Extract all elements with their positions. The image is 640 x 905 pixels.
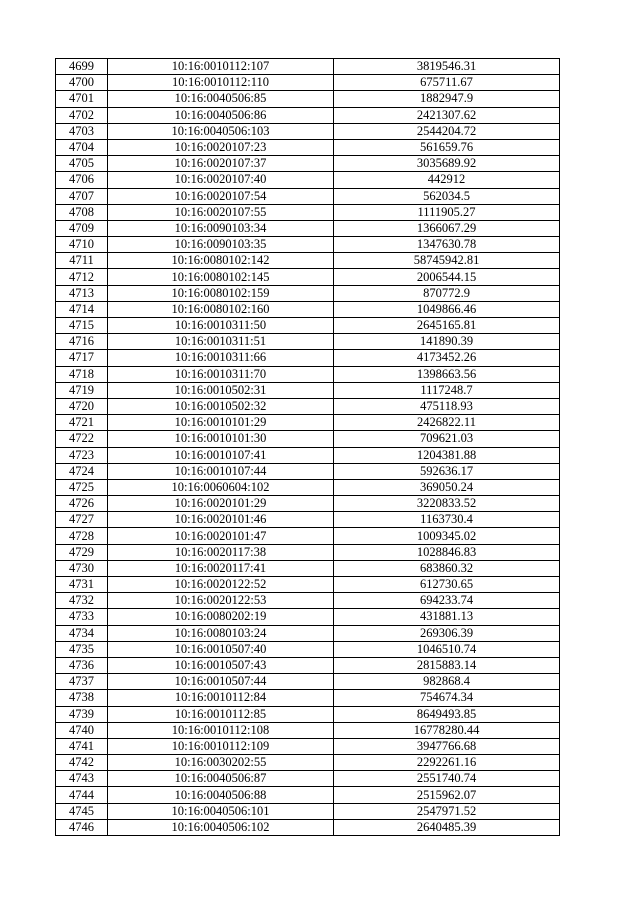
row-number-cell: 4731: [56, 577, 108, 593]
row-number-cell: 4723: [56, 447, 108, 463]
cadastral-number-cell: 10:16:0040506:101: [108, 803, 334, 819]
table-row: [56, 593, 560, 609]
table-row: [56, 220, 560, 236]
table-row: [56, 59, 560, 75]
cadastral-number-cell: 10:16:0040506:102: [108, 819, 334, 835]
value-cell: 1049866.46: [334, 301, 560, 317]
value-cell: 592636.17: [334, 463, 560, 479]
row-number-cell: 4703: [56, 123, 108, 139]
value-cell: 3220833.52: [334, 496, 560, 512]
value-cell: 612730.65: [334, 577, 560, 593]
table-row: [56, 334, 560, 350]
cadastral-number-cell: 10:16:0080102:142: [108, 253, 334, 269]
table-row: [56, 285, 560, 301]
value-cell: 2515962.07: [334, 787, 560, 803]
value-cell: 2645165.81: [334, 318, 560, 334]
value-cell: 694233.74: [334, 593, 560, 609]
table-row: [56, 657, 560, 673]
row-number-cell: 4734: [56, 625, 108, 641]
table-body: [56, 59, 560, 836]
row-number-cell: 4732: [56, 593, 108, 609]
table-row: [56, 139, 560, 155]
value-cell: 141890.39: [334, 334, 560, 350]
cadastral-number-cell: 10:16:0040506:88: [108, 787, 334, 803]
table-row: [56, 560, 560, 576]
value-cell: 1347630.78: [334, 237, 560, 253]
cadastral-number-cell: 10:16:0010507:40: [108, 641, 334, 657]
table-row: [56, 690, 560, 706]
table-row: [56, 544, 560, 560]
row-number-cell: 4741: [56, 738, 108, 754]
table-row: [56, 577, 560, 593]
row-number-cell: 4724: [56, 463, 108, 479]
cadastral-number-cell: 10:16:0010107:41: [108, 447, 334, 463]
row-number-cell: 4715: [56, 318, 108, 334]
table-row: [56, 512, 560, 528]
value-cell: 1398663.56: [334, 366, 560, 382]
cadastral-number-cell: 10:16:0010311:70: [108, 366, 334, 382]
value-cell: 870772.9: [334, 285, 560, 301]
cadastral-number-cell: 10:16:0040506:86: [108, 107, 334, 123]
row-number-cell: 4700: [56, 75, 108, 91]
value-cell: 431881.13: [334, 609, 560, 625]
cadastral-number-cell: 10:16:0020107:23: [108, 139, 334, 155]
cadastral-number-cell: 10:16:0020107:40: [108, 172, 334, 188]
cadastral-number-cell: 10:16:0060604:102: [108, 479, 334, 495]
value-cell: 2421307.62: [334, 107, 560, 123]
row-number-cell: 4742: [56, 755, 108, 771]
cadastral-number-cell: 10:16:0080102:159: [108, 285, 334, 301]
value-cell: 8649493.85: [334, 706, 560, 722]
row-number-cell: 4739: [56, 706, 108, 722]
row-number-cell: 4712: [56, 269, 108, 285]
row-number-cell: 4722: [56, 431, 108, 447]
table-row: [56, 188, 560, 204]
value-cell: 561659.76: [334, 139, 560, 155]
cadastral-number-cell: 10:16:0040506:87: [108, 771, 334, 787]
cadastral-number-cell: 10:16:0020117:41: [108, 560, 334, 576]
row-number-cell: 4743: [56, 771, 108, 787]
row-number-cell: 4708: [56, 204, 108, 220]
value-cell: 1111905.27: [334, 204, 560, 220]
cadastral-number-cell: 10:16:0010101:29: [108, 415, 334, 431]
cadastral-number-cell: 10:16:0020107:55: [108, 204, 334, 220]
table-row: [56, 431, 560, 447]
table-row: [56, 318, 560, 334]
row-number-cell: 4719: [56, 382, 108, 398]
table-row: [56, 625, 560, 641]
row-number-cell: 4718: [56, 366, 108, 382]
row-number-cell: 4707: [56, 188, 108, 204]
cadastral-number-cell: 10:16:0040506:103: [108, 123, 334, 139]
value-cell: 2426822.11: [334, 415, 560, 431]
row-number-cell: 4740: [56, 722, 108, 738]
row-number-cell: 4710: [56, 237, 108, 253]
row-number-cell: 4717: [56, 350, 108, 366]
value-cell: 442912: [334, 172, 560, 188]
table-row: [56, 463, 560, 479]
cadastral-number-cell: 10:16:0020101:47: [108, 528, 334, 544]
value-cell: 683860.32: [334, 560, 560, 576]
row-number-cell: 4702: [56, 107, 108, 123]
row-number-cell: 4728: [56, 528, 108, 544]
value-cell: 1009345.02: [334, 528, 560, 544]
row-number-cell: 4730: [56, 560, 108, 576]
value-cell: 16778280.44: [334, 722, 560, 738]
row-number-cell: 4704: [56, 139, 108, 155]
cadastral-number-cell: 10:16:0020122:52: [108, 577, 334, 593]
cadastral-number-cell: 10:16:0010112:84: [108, 690, 334, 706]
row-number-cell: 4721: [56, 415, 108, 431]
value-cell: 2547971.52: [334, 803, 560, 819]
table-row: [56, 366, 560, 382]
cadastral-number-cell: 10:16:0010311:51: [108, 334, 334, 350]
value-cell: 1366067.29: [334, 220, 560, 236]
table-row: [56, 91, 560, 107]
cadastral-number-cell: 10:16:0010112:109: [108, 738, 334, 754]
value-cell: 2640485.39: [334, 819, 560, 835]
table-row: [56, 415, 560, 431]
cadastral-number-cell: 10:16:0020101:29: [108, 496, 334, 512]
table-row: [56, 350, 560, 366]
row-number-cell: 4746: [56, 819, 108, 835]
value-cell: 675711.67: [334, 75, 560, 91]
row-number-cell: 4726: [56, 496, 108, 512]
cadastral-value-table: [55, 58, 560, 836]
table-row: [56, 447, 560, 463]
cadastral-number-cell: 10:16:0080202:19: [108, 609, 334, 625]
cadastral-number-cell: 10:16:0010112:108: [108, 722, 334, 738]
row-number-cell: 4709: [56, 220, 108, 236]
value-cell: 2292261.16: [334, 755, 560, 771]
table-row: [56, 722, 560, 738]
cadastral-number-cell: 10:16:0010112:107: [108, 59, 334, 75]
table-row: [56, 382, 560, 398]
row-number-cell: 4737: [56, 674, 108, 690]
cadastral-number-cell: 10:16:0080103:24: [108, 625, 334, 641]
cadastral-number-cell: 10:16:0020107:37: [108, 156, 334, 172]
row-number-cell: 4705: [56, 156, 108, 172]
row-number-cell: 4720: [56, 398, 108, 414]
value-cell: 1204381.88: [334, 447, 560, 463]
cadastral-number-cell: 10:16:0020107:54: [108, 188, 334, 204]
row-number-cell: 4745: [56, 803, 108, 819]
cadastral-number-cell: 10:16:0010112:110: [108, 75, 334, 91]
row-number-cell: 4714: [56, 301, 108, 317]
cadastral-number-cell: 10:16:0010112:85: [108, 706, 334, 722]
table-row: [56, 237, 560, 253]
table-row: [56, 755, 560, 771]
cadastral-number-cell: 10:16:0010101:30: [108, 431, 334, 447]
table-row: [56, 528, 560, 544]
row-number-cell: 4729: [56, 544, 108, 560]
table-row: [56, 75, 560, 91]
cadastral-number-cell: 10:16:0010507:44: [108, 674, 334, 690]
row-number-cell: 4716: [56, 334, 108, 350]
cadastral-number-cell: 10:16:0010502:32: [108, 398, 334, 414]
table-row: [56, 204, 560, 220]
value-cell: 3947766.68: [334, 738, 560, 754]
table-row: [56, 398, 560, 414]
value-cell: 2006544.15: [334, 269, 560, 285]
table-row: [56, 641, 560, 657]
table-row: [56, 771, 560, 787]
table-row: [56, 803, 560, 819]
cadastral-number-cell: 10:16:0020101:46: [108, 512, 334, 528]
value-cell: 982868.4: [334, 674, 560, 690]
value-cell: 1882947.9: [334, 91, 560, 107]
table-row: [56, 479, 560, 495]
row-number-cell: 4738: [56, 690, 108, 706]
cadastral-number-cell: 10:16:0010507:43: [108, 657, 334, 673]
row-number-cell: 4736: [56, 657, 108, 673]
value-cell: 709621.03: [334, 431, 560, 447]
row-number-cell: 4713: [56, 285, 108, 301]
table-row: [56, 301, 560, 317]
value-cell: 3819546.31: [334, 59, 560, 75]
table-row: [56, 156, 560, 172]
value-cell: 269306.39: [334, 625, 560, 641]
cadastral-number-cell: 10:16:0010502:31: [108, 382, 334, 398]
table-row: [56, 609, 560, 625]
row-number-cell: 4701: [56, 91, 108, 107]
table-row: [56, 107, 560, 123]
row-number-cell: 4711: [56, 253, 108, 269]
cadastral-number-cell: 10:16:0020122:53: [108, 593, 334, 609]
value-cell: 4173452.26: [334, 350, 560, 366]
cadastral-number-cell: 10:16:0040506:85: [108, 91, 334, 107]
value-cell: 2544204.72: [334, 123, 560, 139]
table-row: [56, 172, 560, 188]
cadastral-number-cell: 10:16:0030202:55: [108, 755, 334, 771]
cadastral-number-cell: 10:16:0080102:145: [108, 269, 334, 285]
value-cell: 1163730.4: [334, 512, 560, 528]
value-cell: 1046510.74: [334, 641, 560, 657]
value-cell: 754674.34: [334, 690, 560, 706]
table-row: [56, 269, 560, 285]
value-cell: 1028846.83: [334, 544, 560, 560]
value-cell: 475118.93: [334, 398, 560, 414]
table-row: [56, 674, 560, 690]
value-cell: 58745942.81: [334, 253, 560, 269]
cadastral-number-cell: 10:16:0020117:38: [108, 544, 334, 560]
value-cell: 2551740.74: [334, 771, 560, 787]
row-number-cell: 4699: [56, 59, 108, 75]
value-cell: 1117248.7: [334, 382, 560, 398]
value-cell: 369050.24: [334, 479, 560, 495]
row-number-cell: 4744: [56, 787, 108, 803]
cadastral-number-cell: 10:16:0080102:160: [108, 301, 334, 317]
row-number-cell: 4735: [56, 641, 108, 657]
cadastral-number-cell: 10:16:0010311:50: [108, 318, 334, 334]
table-row: [56, 819, 560, 835]
table-row: [56, 787, 560, 803]
row-number-cell: 4727: [56, 512, 108, 528]
row-number-cell: 4733: [56, 609, 108, 625]
value-cell: 562034.5: [334, 188, 560, 204]
table-row: [56, 496, 560, 512]
table-row: [56, 706, 560, 722]
table-row: [56, 253, 560, 269]
table-row: [56, 738, 560, 754]
cadastral-number-cell: 10:16:0010107:44: [108, 463, 334, 479]
value-cell: 3035689.92: [334, 156, 560, 172]
table-row: [56, 123, 560, 139]
cadastral-number-cell: 10:16:0010311:66: [108, 350, 334, 366]
row-number-cell: 4725: [56, 479, 108, 495]
cadastral-number-cell: 10:16:0090103:35: [108, 237, 334, 253]
row-number-cell: 4706: [56, 172, 108, 188]
cadastral-number-cell: 10:16:0090103:34: [108, 220, 334, 236]
value-cell: 2815883.14: [334, 657, 560, 673]
